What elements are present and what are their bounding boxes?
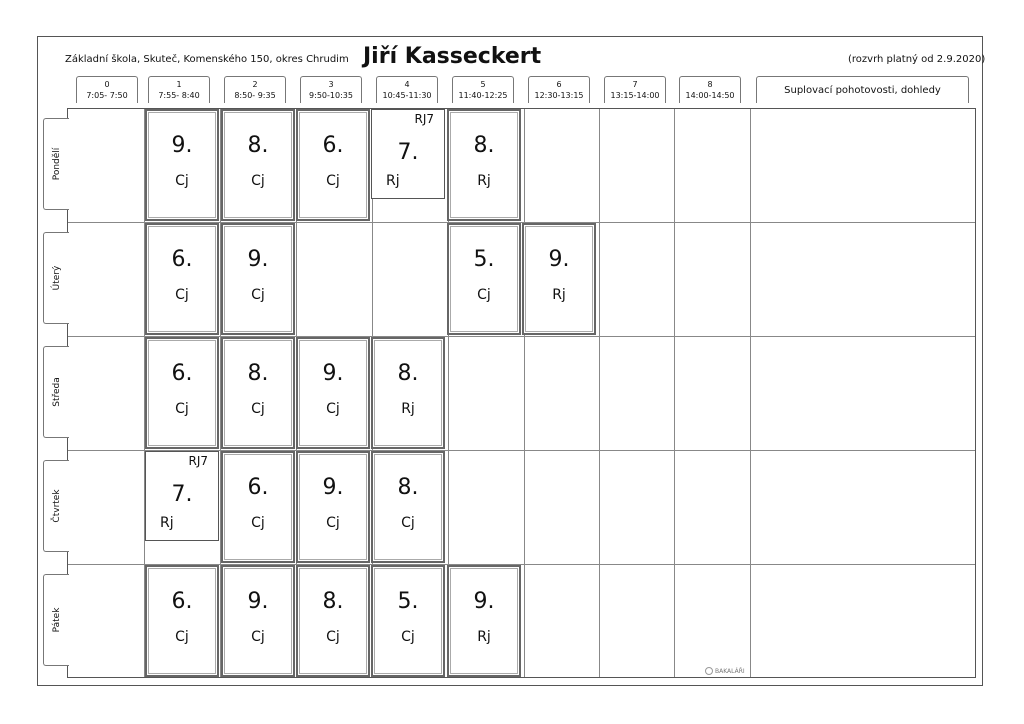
period-number: 4 (404, 80, 410, 89)
class-label: 5. (397, 589, 419, 614)
period-time: 10:45-11:30 (382, 91, 432, 100)
day-label: Středa (51, 377, 62, 407)
bakalari-logo (705, 667, 745, 675)
subject-label: Cj (175, 401, 189, 417)
class-label: 8. (397, 361, 419, 386)
subject-label: Rj (477, 629, 491, 645)
lesson-cell[interactable] (145, 109, 219, 221)
day-tab-wednesday (43, 346, 69, 438)
subject-label: Cj (401, 629, 415, 645)
lesson-cell[interactable] (221, 337, 295, 449)
class-label: 6. (247, 475, 269, 500)
period-time: 12:30-13:15 (534, 91, 584, 100)
subject-label: Cj (175, 287, 189, 303)
subject-label: Rj (477, 173, 491, 189)
period-number: 0 (104, 80, 110, 89)
lesson-cell[interactable] (296, 337, 370, 449)
subject-label: Cj (251, 173, 265, 189)
period-time: 13:15-14:00 (610, 91, 660, 100)
lesson-cell[interactable] (296, 565, 370, 677)
class-label: 6. (171, 589, 193, 614)
class-label: 8. (322, 589, 344, 614)
period-header-8 (679, 76, 741, 103)
subject-label: Cj (326, 629, 340, 645)
subject-label: Cj (251, 287, 265, 303)
class-label: 8. (247, 133, 269, 158)
class-label: 6. (171, 361, 193, 386)
school-name: Základní škola, Skuteč, Komenského 150, okres Chrudim (65, 54, 349, 65)
period-header-3 (300, 76, 362, 103)
subject-label: Cj (326, 173, 340, 189)
class-label: 6. (171, 247, 193, 272)
period-header-5 (452, 76, 514, 103)
period-number: 7 (632, 80, 638, 89)
column-divider (674, 109, 675, 677)
day-tab-thursday (43, 460, 69, 552)
period-header-0 (76, 76, 138, 103)
extra-column-header: Suplovací pohotovosti, dohledy (756, 76, 969, 103)
day-label: Pátek (51, 607, 62, 633)
class-label: 9. (247, 247, 269, 272)
subject-label: Rj (160, 515, 174, 531)
subject-label: Cj (251, 401, 265, 417)
class-label: 9. (473, 589, 495, 614)
class-label: 9. (548, 247, 570, 272)
subject-label: Rj (386, 173, 400, 189)
lesson-cell[interactable] (447, 223, 521, 335)
logo-text: BAKALÁŘI (715, 667, 745, 675)
lesson-cell[interactable] (221, 451, 295, 563)
subject-label: Rj (552, 287, 566, 303)
lesson-cell[interactable] (447, 565, 521, 677)
class-label: 9. (171, 133, 193, 158)
day-tab-monday (43, 118, 69, 210)
class-label: 7. (397, 140, 419, 165)
class-label: 8. (247, 361, 269, 386)
period-time: 7:05- 7:50 (86, 91, 128, 100)
day-tab-friday (43, 574, 69, 666)
subject-label: Cj (326, 401, 340, 417)
subject-label: Rj (401, 401, 415, 417)
class-label: 7. (171, 482, 193, 507)
period-number: 3 (328, 80, 334, 89)
column-divider (599, 109, 600, 677)
period-header-4 (376, 76, 438, 103)
class-label: 9. (247, 589, 269, 614)
day-label: Úterý (51, 265, 62, 291)
lesson-cell[interactable] (371, 451, 445, 563)
lesson-cell[interactable] (145, 223, 219, 335)
subject-label: Cj (401, 515, 415, 531)
lesson-cell[interactable] (145, 337, 219, 449)
period-header-2 (224, 76, 286, 103)
logo-ring-icon (705, 667, 713, 675)
lesson-cell[interactable] (371, 337, 445, 449)
lesson-cell[interactable] (221, 223, 295, 335)
period-time: 11:40-12:25 (458, 91, 508, 100)
class-label: 9. (322, 361, 344, 386)
period-header-1 (148, 76, 210, 103)
period-number: 1 (176, 80, 182, 89)
subject-label: Cj (251, 629, 265, 645)
group-label: RJ7 (188, 454, 208, 468)
period-number: 6 (556, 80, 562, 89)
class-label: 8. (473, 133, 495, 158)
lesson-cell[interactable] (221, 109, 295, 221)
lesson-cell[interactable] (221, 565, 295, 677)
period-time: 8:50- 9:35 (234, 91, 276, 100)
subject-label: Cj (175, 173, 189, 189)
period-number: 5 (480, 80, 486, 89)
class-label: 9. (322, 475, 344, 500)
group-lesson-cell[interactable] (371, 109, 445, 199)
period-time: 14:00-14:50 (685, 91, 735, 100)
subject-label: Cj (251, 515, 265, 531)
column-divider (524, 109, 525, 677)
subject-label: Cj (477, 287, 491, 303)
day-label: Čtvrtek (51, 489, 62, 523)
day-tab-tuesday (43, 232, 69, 324)
lesson-cell[interactable] (522, 223, 596, 335)
class-label: 8. (397, 475, 419, 500)
period-header-6 (528, 76, 590, 103)
lesson-cell[interactable] (371, 565, 445, 677)
period-number: 8 (707, 80, 713, 89)
column-divider (750, 109, 751, 677)
subject-label: Cj (326, 515, 340, 531)
validity-note: (rozvrh platný od 2.9.2020) (848, 54, 986, 65)
period-time: 9:50-10:35 (309, 91, 353, 100)
class-label: 5. (473, 247, 495, 272)
group-lesson-cell[interactable] (145, 451, 219, 541)
period-header-7 (604, 76, 666, 103)
teacher-name: Jiří Kasseckert (363, 44, 542, 69)
period-time: 7:55- 8:40 (158, 91, 200, 100)
lesson-cell[interactable] (296, 109, 370, 221)
day-label: Pondělí (51, 147, 62, 181)
subject-label: Cj (175, 629, 189, 645)
period-number: 2 (252, 80, 258, 89)
lesson-cell[interactable] (296, 451, 370, 563)
lesson-cell[interactable] (447, 109, 521, 221)
class-label: 6. (322, 133, 344, 158)
lesson-cell[interactable] (145, 565, 219, 677)
group-label: RJ7 (414, 112, 434, 126)
